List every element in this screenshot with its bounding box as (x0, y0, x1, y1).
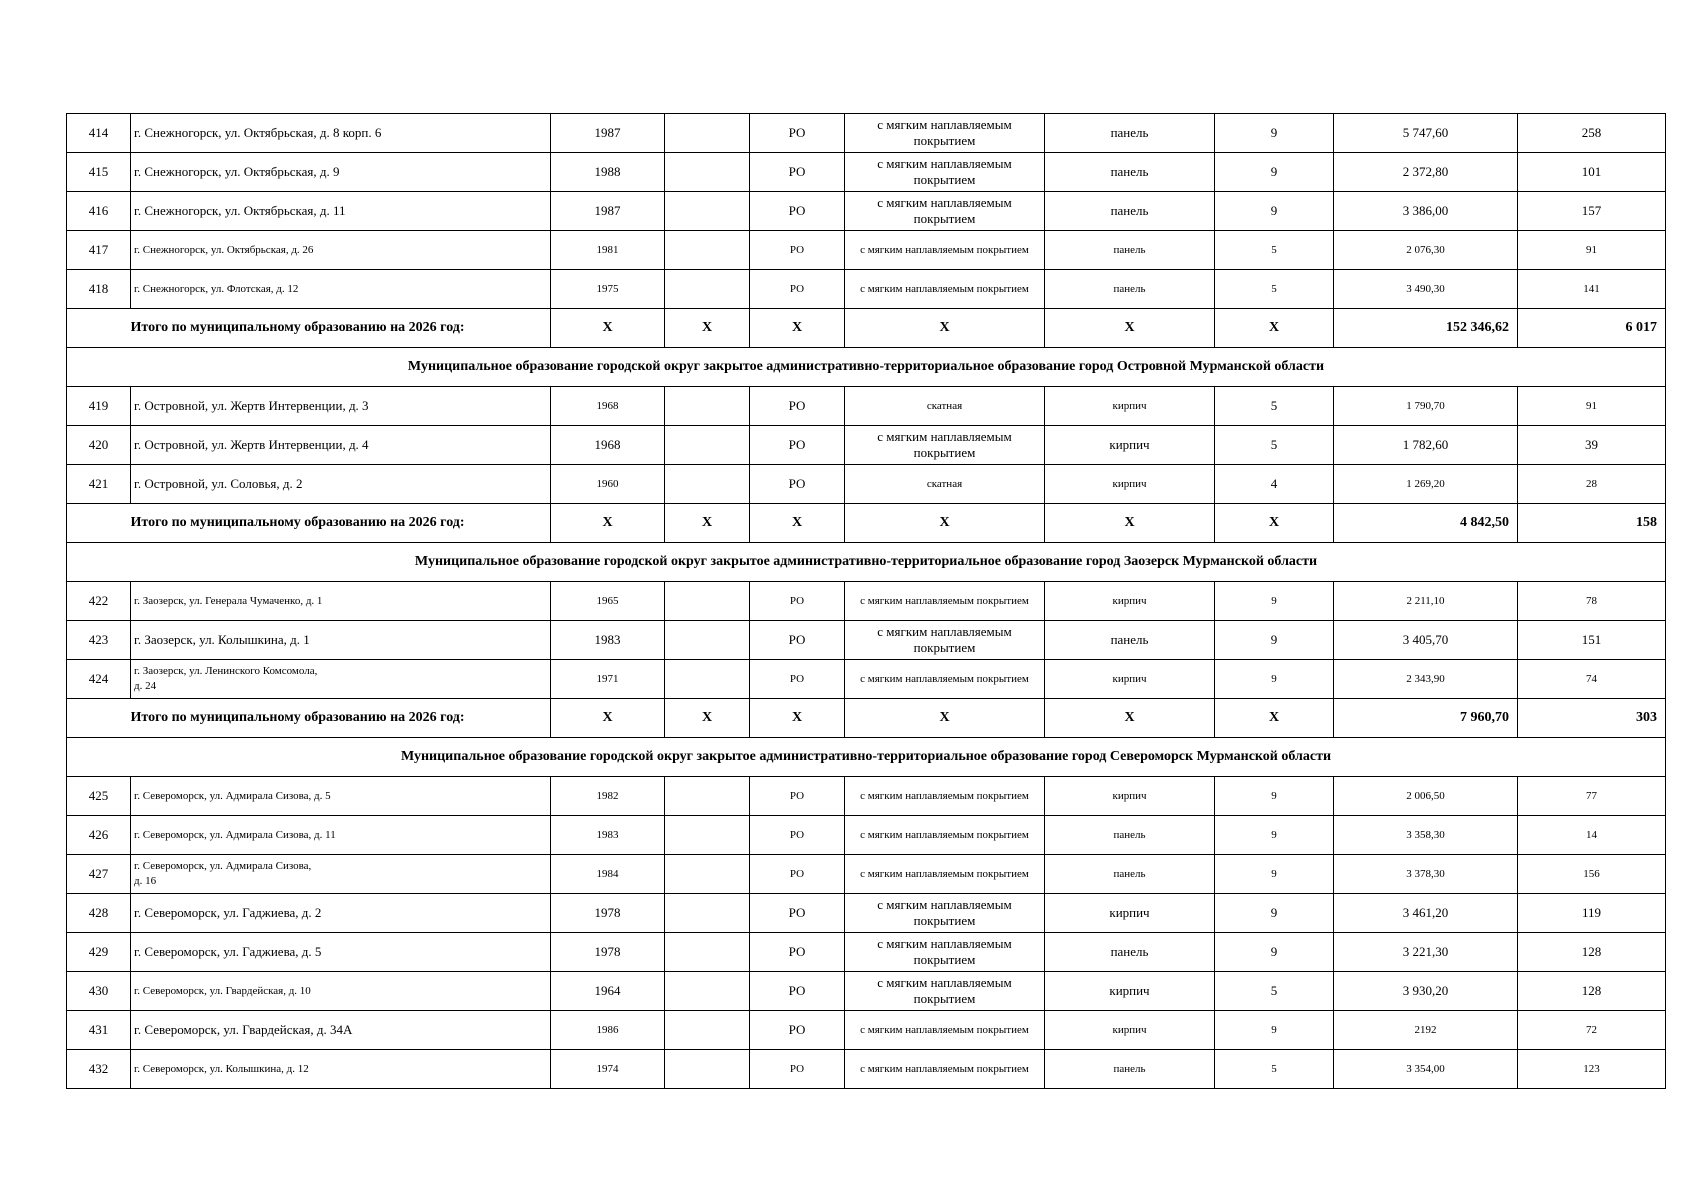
year-cell: 1987 (551, 114, 665, 153)
year-cell: 1982 (551, 777, 665, 816)
municipality-section-row (67, 348, 1666, 387)
table-row (67, 660, 1666, 699)
year-cell: 1988 (551, 153, 665, 192)
empty-cell (665, 933, 750, 972)
roof-type-cell: с мягким наплавляемым покрытием (845, 1011, 1045, 1050)
subtotal-x-mark: X (1045, 699, 1215, 738)
floors-cell: 9 (1215, 114, 1334, 153)
address-cell: г. Североморск, ул. Адмирала Сизова, д. 16 (131, 855, 551, 894)
area-cell: 1 782,60 (1334, 426, 1518, 465)
wall-material-cell: панель (1045, 1050, 1215, 1089)
residents-cell: 77 (1518, 777, 1666, 816)
empty-cell (665, 816, 750, 855)
wall-material-cell: кирпич (1045, 582, 1215, 621)
wall-material-cell: кирпич (1045, 777, 1215, 816)
fund-cell: РО (750, 153, 845, 192)
subtotal-label: Итого по муниципальному образованию на 2026 год: (131, 309, 551, 348)
fund-cell: РО (750, 1050, 845, 1089)
floors-cell: 9 (1215, 660, 1334, 699)
residents-cell: 151 (1518, 621, 1666, 660)
subtotal-area: 7 960,70 (1334, 699, 1518, 738)
area-cell: 3 221,30 (1334, 933, 1518, 972)
row-number: 421 (67, 465, 131, 504)
subtotal-x-mark: X (1045, 309, 1215, 348)
wall-material-cell: панель (1045, 153, 1215, 192)
roof-type-cell: с мягким наплавляемым покрытием (845, 114, 1045, 153)
subtotal-blank-cell (67, 504, 131, 543)
wall-material-cell: кирпич (1045, 465, 1215, 504)
table-row (67, 192, 1666, 231)
roof-type-cell: с мягким наплавляемым покрытием (845, 855, 1045, 894)
wall-material-cell: панель (1045, 933, 1215, 972)
row-number: 428 (67, 894, 131, 933)
subtotal-x-mark: X (665, 504, 750, 543)
residents-cell: 28 (1518, 465, 1666, 504)
residents-cell: 123 (1518, 1050, 1666, 1089)
table-row (67, 894, 1666, 933)
table-row (67, 816, 1666, 855)
residents-cell: 39 (1518, 426, 1666, 465)
table-row (67, 426, 1666, 465)
year-cell: 1964 (551, 972, 665, 1011)
residents-cell: 119 (1518, 894, 1666, 933)
roof-type-cell: скатная (845, 387, 1045, 426)
municipality-section-row (67, 543, 1666, 582)
residents-cell: 258 (1518, 114, 1666, 153)
address-cell: г. Североморск, ул. Адмирала Сизова, д. 5 (131, 777, 551, 816)
address-cell: г. Североморск, ул. Адмирала Сизова, д. 11 (131, 816, 551, 855)
floors-cell: 9 (1215, 894, 1334, 933)
address-cell: г. Снежногорск, ул. Октябрьская, д. 11 (131, 192, 551, 231)
fund-cell: РО (750, 270, 845, 309)
row-number: 417 (67, 231, 131, 270)
area-cell: 3 405,70 (1334, 621, 1518, 660)
year-cell: 1971 (551, 660, 665, 699)
area-cell: 2 211,10 (1334, 582, 1518, 621)
table-row (67, 153, 1666, 192)
table-row (67, 972, 1666, 1011)
residents-cell: 128 (1518, 933, 1666, 972)
roof-type-cell: с мягким наплавляемым покрытием (845, 582, 1045, 621)
subtotal-residents: 6 017 (1518, 309, 1666, 348)
address-cell: г. Североморск, ул. Колышкина, д. 12 (131, 1050, 551, 1089)
address-cell: г. Островной, ул. Жертв Интервенции, д. 3 (131, 387, 551, 426)
area-cell: 3 490,30 (1334, 270, 1518, 309)
subtotal-residents: 158 (1518, 504, 1666, 543)
area-cell: 1 790,70 (1334, 387, 1518, 426)
roof-type-cell: с мягким наплавляемым покрытием (845, 153, 1045, 192)
address-cell: г. Островной, ул. Жертв Интервенции, д. 4 (131, 426, 551, 465)
municipality-section-row (67, 738, 1666, 777)
fund-cell: РО (750, 621, 845, 660)
roof-type-cell: с мягким наплавляемым покрытием (845, 426, 1045, 465)
address-cell: г. Североморск, ул. Гаджиева, д. 5 (131, 933, 551, 972)
table-row (67, 387, 1666, 426)
area-cell: 1 269,20 (1334, 465, 1518, 504)
fund-cell: РО (750, 114, 845, 153)
address-cell: г. Снежногорск, ул. Флотская, д. 12 (131, 270, 551, 309)
wall-material-cell: кирпич (1045, 660, 1215, 699)
year-cell: 1968 (551, 387, 665, 426)
empty-cell (665, 465, 750, 504)
fund-cell: РО (750, 816, 845, 855)
row-number: 432 (67, 1050, 131, 1089)
fund-cell: РО (750, 231, 845, 270)
floors-cell: 4 (1215, 465, 1334, 504)
roof-type-cell: с мягким наплавляемым покрытием (845, 816, 1045, 855)
fund-cell: РО (750, 387, 845, 426)
empty-cell (665, 1011, 750, 1050)
fund-cell: РО (750, 192, 845, 231)
residents-cell: 14 (1518, 816, 1666, 855)
floors-cell: 9 (1215, 582, 1334, 621)
wall-material-cell: кирпич (1045, 972, 1215, 1011)
table-body (67, 114, 1666, 1089)
fund-cell: РО (750, 933, 845, 972)
fund-cell: РО (750, 660, 845, 699)
residents-cell: 157 (1518, 192, 1666, 231)
residents-cell: 141 (1518, 270, 1666, 309)
year-cell: 1984 (551, 855, 665, 894)
address-cell: г. Заозерск, ул. Ленинского Комсомола, д. 24 (131, 660, 551, 699)
table-row (67, 582, 1666, 621)
wall-material-cell: панель (1045, 114, 1215, 153)
empty-cell (665, 114, 750, 153)
floors-cell: 9 (1215, 1011, 1334, 1050)
table-row (67, 855, 1666, 894)
subtotal-row (67, 309, 1666, 348)
fund-cell: РО (750, 1011, 845, 1050)
row-number: 427 (67, 855, 131, 894)
empty-cell (665, 231, 750, 270)
table-row (67, 270, 1666, 309)
empty-cell (665, 1050, 750, 1089)
roof-type-cell: с мягким наплавляемым покрытием (845, 660, 1045, 699)
area-cell: 2 343,90 (1334, 660, 1518, 699)
floors-cell: 9 (1215, 933, 1334, 972)
row-number: 425 (67, 777, 131, 816)
subtotal-area: 4 842,50 (1334, 504, 1518, 543)
subtotal-x-mark: X (845, 309, 1045, 348)
table-row (67, 114, 1666, 153)
wall-material-cell: панель (1045, 192, 1215, 231)
fund-cell: РО (750, 777, 845, 816)
empty-cell (665, 270, 750, 309)
subtotal-area: 152 346,62 (1334, 309, 1518, 348)
subtotal-label: Итого по муниципальному образованию на 2026 год: (131, 504, 551, 543)
empty-cell (665, 153, 750, 192)
table-row (67, 465, 1666, 504)
row-number: 429 (67, 933, 131, 972)
subtotal-x-mark: X (750, 504, 845, 543)
table-row (67, 1050, 1666, 1089)
row-number: 414 (67, 114, 131, 153)
subtotal-x-mark: X (750, 699, 845, 738)
residents-cell: 128 (1518, 972, 1666, 1011)
empty-cell (665, 894, 750, 933)
year-cell: 1981 (551, 231, 665, 270)
subtotal-x-mark: X (845, 504, 1045, 543)
roof-type-cell: с мягким наплавляемым покрытием (845, 192, 1045, 231)
roof-type-cell: с мягким наплавляемым покрытием (845, 777, 1045, 816)
subtotal-x-mark: X (551, 699, 665, 738)
roof-type-cell: с мягким наплавляемым покрытием (845, 1050, 1045, 1089)
row-number: 416 (67, 192, 131, 231)
fund-cell: РО (750, 855, 845, 894)
table-row (67, 231, 1666, 270)
subtotal-x-mark: X (1215, 309, 1334, 348)
wall-material-cell: панель (1045, 270, 1215, 309)
wall-material-cell: панель (1045, 855, 1215, 894)
residents-cell: 101 (1518, 153, 1666, 192)
area-cell: 3 930,20 (1334, 972, 1518, 1011)
row-number: 424 (67, 660, 131, 699)
roof-type-cell: с мягким наплавляемым покрытием (845, 270, 1045, 309)
floors-cell: 5 (1215, 231, 1334, 270)
address-cell: г. Снежногорск, ул. Октябрьская, д. 26 (131, 231, 551, 270)
fund-cell: РО (750, 972, 845, 1011)
area-cell: 5 747,60 (1334, 114, 1518, 153)
year-cell: 1987 (551, 192, 665, 231)
empty-cell (665, 621, 750, 660)
empty-cell (665, 582, 750, 621)
subtotal-x-mark: X (665, 309, 750, 348)
residents-cell: 91 (1518, 387, 1666, 426)
area-cell: 3 354,00 (1334, 1050, 1518, 1089)
year-cell: 1986 (551, 1011, 665, 1050)
wall-material-cell: панель (1045, 231, 1215, 270)
row-number: 420 (67, 426, 131, 465)
subtotal-x-mark: X (1045, 504, 1215, 543)
wall-material-cell: кирпич (1045, 894, 1215, 933)
subtotal-x-mark: X (665, 699, 750, 738)
area-cell: 2 006,50 (1334, 777, 1518, 816)
floors-cell: 5 (1215, 387, 1334, 426)
address-cell: г. Снежногорск, ул. Октябрьская, д. 9 (131, 153, 551, 192)
subtotal-blank-cell (67, 699, 131, 738)
residents-cell: 74 (1518, 660, 1666, 699)
area-cell: 3 386,00 (1334, 192, 1518, 231)
housing-registry-table (66, 113, 1666, 1089)
subtotal-row (67, 504, 1666, 543)
floors-cell: 9 (1215, 621, 1334, 660)
floors-cell: 9 (1215, 816, 1334, 855)
empty-cell (665, 426, 750, 465)
fund-cell: РО (750, 894, 845, 933)
wall-material-cell: кирпич (1045, 1011, 1215, 1050)
empty-cell (665, 972, 750, 1011)
area-cell: 3 461,20 (1334, 894, 1518, 933)
subtotal-x-mark: X (551, 309, 665, 348)
year-cell: 1978 (551, 894, 665, 933)
roof-type-cell: с мягким наплавляемым покрытием (845, 621, 1045, 660)
subtotal-x-mark: X (845, 699, 1045, 738)
row-number: 415 (67, 153, 131, 192)
subtotal-row (67, 699, 1666, 738)
empty-cell (665, 387, 750, 426)
address-cell: г. Североморск, ул. Гвардейская, д. 10 (131, 972, 551, 1011)
wall-material-cell: кирпич (1045, 387, 1215, 426)
subtotal-x-mark: X (750, 309, 845, 348)
row-number: 423 (67, 621, 131, 660)
address-cell: г. Заозерск, ул. Колышкина, д. 1 (131, 621, 551, 660)
municipality-section-title: Муниципальное образование городской округ закрытое административно-территориальное образование город Североморск Мурманской области (67, 738, 1666, 777)
wall-material-cell: кирпич (1045, 426, 1215, 465)
year-cell: 1974 (551, 1050, 665, 1089)
floors-cell: 9 (1215, 777, 1334, 816)
year-cell: 1965 (551, 582, 665, 621)
address-cell: г. Снежногорск, ул. Октябрьская, д. 8 корп. 6 (131, 114, 551, 153)
table-row (67, 777, 1666, 816)
municipality-section-title: Муниципальное образование городской округ закрытое административно-территориальное образование город Островной Мурманской области (67, 348, 1666, 387)
subtotal-residents: 303 (1518, 699, 1666, 738)
floors-cell: 5 (1215, 426, 1334, 465)
floors-cell: 5 (1215, 1050, 1334, 1089)
table-row (67, 1011, 1666, 1050)
year-cell: 1975 (551, 270, 665, 309)
subtotal-label: Итого по муниципальному образованию на 2026 год: (131, 699, 551, 738)
address-cell: г. Островной, ул. Соловья, д. 2 (131, 465, 551, 504)
floors-cell: 9 (1215, 855, 1334, 894)
table-row (67, 621, 1666, 660)
floors-cell: 5 (1215, 972, 1334, 1011)
row-number: 426 (67, 816, 131, 855)
address-cell: г. Заозерск, ул. Генерала Чумаченко, д. 1 (131, 582, 551, 621)
subtotal-x-mark: X (551, 504, 665, 543)
roof-type-cell: скатная (845, 465, 1045, 504)
address-cell: г. Североморск, ул. Гвардейская, д. 34А (131, 1011, 551, 1050)
fund-cell: РО (750, 426, 845, 465)
municipality-section-title: Муниципальное образование городской округ закрытое административно-территориальное образование город Заозерск Мурманской области (67, 543, 1666, 582)
empty-cell (665, 855, 750, 894)
roof-type-cell: с мягким наплавляемым покрытием (845, 894, 1045, 933)
subtotal-x-mark: X (1215, 699, 1334, 738)
year-cell: 1983 (551, 621, 665, 660)
year-cell: 1983 (551, 816, 665, 855)
year-cell: 1960 (551, 465, 665, 504)
row-number: 431 (67, 1011, 131, 1050)
row-number: 419 (67, 387, 131, 426)
year-cell: 1968 (551, 426, 665, 465)
year-cell: 1978 (551, 933, 665, 972)
residents-cell: 72 (1518, 1011, 1666, 1050)
empty-cell (665, 660, 750, 699)
row-number: 418 (67, 270, 131, 309)
area-cell: 2 076,30 (1334, 231, 1518, 270)
row-number: 422 (67, 582, 131, 621)
area-cell: 2192 (1334, 1011, 1518, 1050)
residents-cell: 91 (1518, 231, 1666, 270)
floors-cell: 9 (1215, 192, 1334, 231)
table-row (67, 933, 1666, 972)
subtotal-x-mark: X (1215, 504, 1334, 543)
residents-cell: 78 (1518, 582, 1666, 621)
empty-cell (665, 777, 750, 816)
address-cell: г. Североморск, ул. Гаджиева, д. 2 (131, 894, 551, 933)
roof-type-cell: с мягким наплавляемым покрытием (845, 231, 1045, 270)
roof-type-cell: с мягким наплавляемым покрытием (845, 972, 1045, 1011)
area-cell: 2 372,80 (1334, 153, 1518, 192)
wall-material-cell: панель (1045, 621, 1215, 660)
empty-cell (665, 192, 750, 231)
fund-cell: РО (750, 582, 845, 621)
residents-cell: 156 (1518, 855, 1666, 894)
fund-cell: РО (750, 465, 845, 504)
subtotal-blank-cell (67, 309, 131, 348)
area-cell: 3 358,30 (1334, 816, 1518, 855)
floors-cell: 5 (1215, 270, 1334, 309)
row-number: 430 (67, 972, 131, 1011)
floors-cell: 9 (1215, 153, 1334, 192)
wall-material-cell: панель (1045, 816, 1215, 855)
roof-type-cell: с мягким наплавляемым покрытием (845, 933, 1045, 972)
area-cell: 3 378,30 (1334, 855, 1518, 894)
